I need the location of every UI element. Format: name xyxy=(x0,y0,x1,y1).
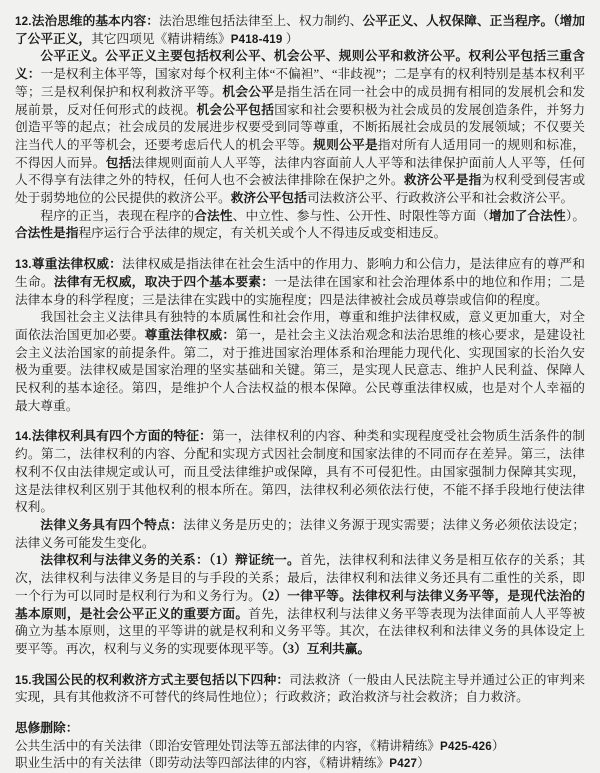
text-run: 首先，法律权利与法律义务平等表现为法律面前人人平等被确立为基本原则，这里的平等讲的就是权利和义务平等。其次，在法律权利和法律义务的具体设定上要平等。再次，权利与义务的实现要体现平等。 xyxy=(15,606,586,656)
text-run: ） xyxy=(491,738,505,753)
text-run: 法律权威是指法律在社会生活中的作用力、影响力和公信力，是法律应有的尊严和生命。 xyxy=(15,257,585,289)
text-run: ） xyxy=(282,31,299,46)
paragraph-deleted-public-life xyxy=(15,738,585,756)
text-run: 救济公平是指 xyxy=(403,173,482,188)
text-run: 一是权利主体平等，国家对每个权利主体“不偏袒”、“非歧视”；二是享有的权利特别是基本权利平等；三是权利保护和权利救济平等。 xyxy=(15,67,586,99)
text-run: 包括 xyxy=(105,155,132,170)
text-run: 一是法律在国家和社会治理体系中的地位和作用；二是法律本身的科学程度；三是法律在实践中的实施程度；四是法律被社会成员尊崇或信仰的程度。 xyxy=(15,274,586,307)
paragraph-deleted-work-life xyxy=(15,755,585,773)
text-run: 法律权利具有四个方面的特征： xyxy=(31,429,213,444)
text-run: （2）一律平等。法律权利与法律义务平等，是现代法治的基本原则，是社会公平正义的重要方面。 xyxy=(15,588,585,621)
document-body xyxy=(15,13,585,773)
text-run: （3）互利共赢。 xyxy=(281,641,371,656)
text-run: 为权利受到侵害或处于弱势地位的公民提供的救济公平。 xyxy=(15,173,586,206)
text-run: 合法性是指 xyxy=(15,226,79,241)
paragraph-item-15-remedies xyxy=(15,672,585,707)
text-run: ）。 xyxy=(565,208,586,223)
paragraph-item-14-duties xyxy=(15,517,585,552)
text-run: P427 xyxy=(389,757,418,771)
text-run: 、中立性、参与性、公开性、时限性等方面（ xyxy=(232,208,489,223)
text-run: 机会公平包括 xyxy=(196,102,275,117)
text-run: 我国社会主义法律具有独特的本质属性和社会作用，尊重和维护法律权威，意义更加重大，对全面依法治国更加必要。 xyxy=(15,310,585,342)
text-run: 国家和社会要积极为社会成员的发展创造条件，并努力创造平等的起点；社会成员的发展进步权要受到同等尊重，不断拓展社会成员的发展领域；不仅要关注当代人的平等机会，还要考虑后代人的机会平等。 xyxy=(15,102,586,152)
text-run: 增加了合法性 xyxy=(488,208,566,223)
text-run: 法治思维的基本内容： xyxy=(31,14,159,28)
text-run: 公平正义、人权保障、正当程序。（增加了公平正义， xyxy=(15,14,585,46)
text-run: 机会公平 xyxy=(222,84,275,99)
text-run: 我国公民的权利救济方式主要包括以下四种： xyxy=(31,672,290,687)
paragraph-item-12-procedure xyxy=(15,208,585,243)
text-run: ） xyxy=(417,756,430,771)
text-run: 法律义务具有四个特点： xyxy=(40,517,184,532)
text-run: 首先，法律权利和法律义务是相互依存的关系；其次，法律权利与法律义务是目的与手段的关系；最后，法律权利和法律义务还具有二重性的关系，即一个行为可以同时是权利行为和义务行为。 xyxy=(15,553,586,603)
text-run: 其它四项见《精讲精练》 xyxy=(91,31,231,46)
text-run: 12. xyxy=(15,15,32,28)
paragraph-item-12-intro xyxy=(15,13,585,48)
text-run: 司法救济（一般由人民法院主导并通过公正的审判来实现，具有其他救济不可替代的终局性地位）；行政救济；政治救济与社会救济；自力救济。 xyxy=(15,672,586,705)
text-run: 职业生活中的有关法律（即劳动法等四部法律的内容，《精讲精练》 xyxy=(15,756,390,771)
text-run: 程序的正当，表现在程序的 xyxy=(40,208,195,223)
text-run: 尊重法律权威： xyxy=(144,327,236,342)
text-run: 第一，是社会主义法治观念和法治思维的核心要求，是建设社会主义法治国家的前提条件。第二，对于推进国家治理体系和治理能力现代化、实现国家的长治久安极为重要。法律权威是国家治理的坚实基础和关键。第三，是实现人民意志、维护人民利益、保障人民权利的基本途径。第四，是维护个人合法权益的根本保障。公民尊重法律权威，也是对个人幸福的最大尊重。 xyxy=(15,327,586,413)
text-run: 思修删除： xyxy=(15,721,79,736)
text-run: 13. xyxy=(15,258,32,272)
paragraph-item-13-intro xyxy=(15,256,585,309)
paragraph-item-14-relationship xyxy=(15,552,585,658)
text-run: 司法救济公平、行政救济公平和社会救济公平。 xyxy=(306,191,574,206)
text-run: 程序运行合乎法律的规定，有关机关或个人不得违反或变相违反。 xyxy=(78,226,447,241)
text-run: 法律权利与法律义务的关系：（1）辩证统一。 xyxy=(40,553,301,568)
text-run: P418-419 xyxy=(230,32,283,46)
text-run: 法律义务是历史的；法律义务源于现实需要；法律义务必须依法设定；法律义务可能发生变化。 xyxy=(15,517,586,550)
text-run: 规则公平是 xyxy=(313,137,378,152)
text-run: 指对所有人适用同一的规则和标准，不得因人而异。 xyxy=(15,137,586,170)
text-run: P425-426 xyxy=(440,739,492,753)
paragraph-deleted-heading xyxy=(15,720,585,738)
text-run: 14. xyxy=(15,430,32,444)
paragraph-item-13-respect xyxy=(15,309,585,415)
text-run: 公平正义。公平正义主要包括权利公平、机会公平、规则公平和救济公平。权利公平包括三重含义： xyxy=(15,49,585,82)
paragraph-item-14-features xyxy=(15,428,585,517)
text-run: 公共生活中的有关法律（即治安管理处罚法等五部法律的内容，《精讲精练》 xyxy=(15,738,441,753)
text-run: 法律有无权威，取决于四个基本要素： xyxy=(53,274,275,289)
text-run: 尊重法律权威： xyxy=(31,257,122,272)
text-run: 合法性 xyxy=(194,208,233,223)
text-run: 救济公平包括 xyxy=(230,191,307,206)
text-run: 第一，法律权利的内容、种类和实现程度受社会物质生活条件的制约。第二，法律权利的内容、分配和实现方式因社会制度和国家法律的不同而存在差异。第三，法律权利不仅由法律规定或认可，而且受法律维护或保障，具有不可侵犯性。由国家强制力保障其实现，这是法律权利区别于其他权利的根本所在。第四，法律权利必须依法行使，不能不择手段地行使法律权利。 xyxy=(15,429,586,515)
text-run: 法治思维包括法律至上、权力制约、 xyxy=(158,14,363,28)
text-run: 15. xyxy=(15,673,32,687)
text-run: 是指生活在同一社会中的成员拥有相同的发展机会和发展前景，反对任何形式的歧视。 xyxy=(15,84,586,117)
text-run: 法律规则面前人人平等，法律内容面前人人平等和法律保护面前人人平等，任何人不得享有法律之外的特权，任何人也不会被法律排除在保护之外。 xyxy=(15,155,586,188)
paragraph-item-12-fairness xyxy=(15,48,585,207)
